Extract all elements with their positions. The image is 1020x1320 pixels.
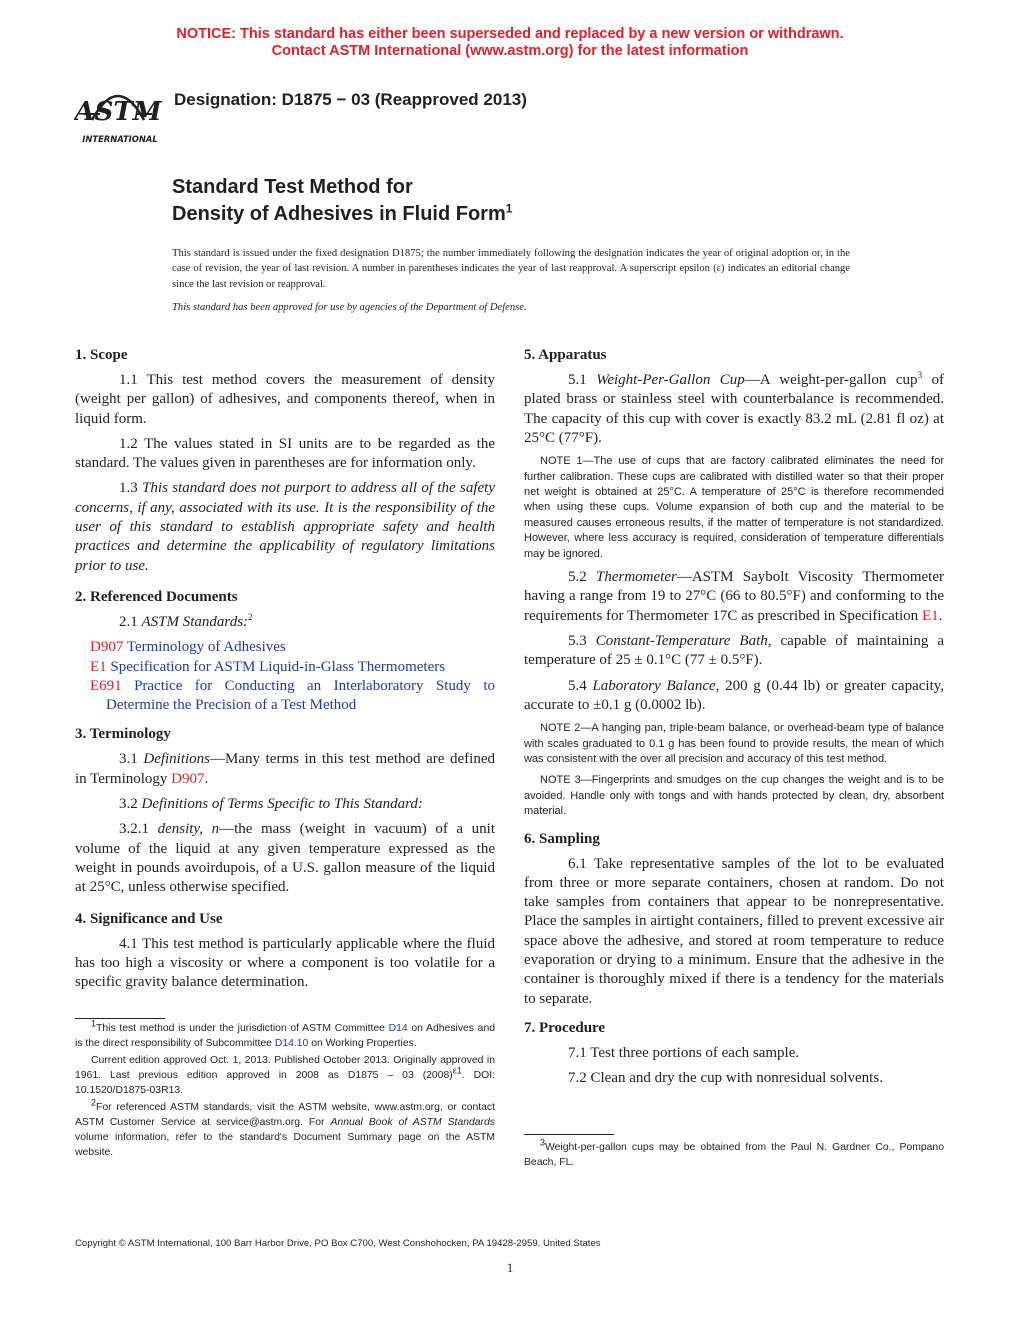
right-column [524,346,944,1095]
link-d907[interactable]: D907 [171,770,205,787]
document-title [172,174,512,228]
paragraph-1-3: 1.3 This standard does not purport to address all of the safety concerns, if any, associated with its use. It is the responsibility of the user of this standard to establish appropriate safety and health practices and determine the applicability of regulatory limitations prior to use. [75,480,496,574]
paragraph-5-1: 5.1 Weight-Per-Gallon Cup—A weight-per-gallon cup$^3$ of plated brass or stainless steel with counterbalance is recommended. The capacity of this cup with cover is exactly 83.2 mL (2.81 fl oz) at 25°C (77°F). [524,370,945,446]
paragraph-1-2: 1.2 The values stated in SI units are to be regarded as the standard. The values given in parentheses are for information only. [75,435,495,472]
footnote-rule-left [75,1018,165,1019]
paragraph-7-2: 7.2 Clean and dry the cup with nonresidual solvents. [568,1070,883,1087]
note-3: NOTE 3—Fingerprints and smudges on the cup changes the weight and is to be avoided. Handle only with tongs and with hands protected by clean, dry, absorbent material. [524,774,944,818]
title-line-1: Standard Test Method for [172,176,413,198]
link-e1[interactable]: E1 [921,607,939,624]
paragraph-3-1: 3.1 Definitions—Many terms in this test method are defined in Terminology D907. [75,751,495,787]
paragraph-1-1: 1.1 This test method covers the measurement of density (weight per gallon) of adhesives, and components thereof, when in liquid form. [75,372,495,427]
svg-text:INTERNATIONAL: INTERNATIONAL [82,134,158,144]
paragraph-7-1: 7.1 Test three portions of each sample. [568,1044,800,1061]
reference-e1[interactable]: E1 Specification for ASTM Liquid-in-Glass Thermometers [90,658,446,675]
dod-note: This standard has been approved for use by agencies of the Department of Defense. [172,302,527,313]
link-d14[interactable]: D14 [388,1023,408,1034]
page-number: 1 [506,1260,514,1275]
preamble: This standard is issued under the fixed designation D1875; the number immediately following the designation indicates the year of original adoption or, in the case of revision, the year of last revision. A number in parentheses indicates the year of last reapproval. A superscript epsilon (ε) indicates an editorial change since the last revision or reapproval. [172,248,850,290]
section-heading-procedure: 7. Procedure [524,1019,606,1036]
astm-logo [74,76,162,146]
section-heading-sampling: 6. Sampling [524,830,600,847]
section-heading-apparatus: 5. Apparatus [524,347,607,363]
footnotes-left [75,1018,496,1162]
title-footnote-mark: 1 [505,201,513,216]
left-column [75,346,495,998]
notice-line-2: Contact ASTM International (www.astm.org) for the latest information [271,43,749,59]
notice-line-1: NOTICE: This standard has either been superseded and replaced by a new version or withdrawn. [176,26,844,42]
paragraph-3-2-1: 3.2.1 density, n—the mass (weight in vacuum) of a unit volume of the liquid at any given temperature expressed as the weight in pounds avoirdupois, of a U.S. gallon measure of the liquid at 25°C, unless otherwise specified. [75,821,495,896]
title-line-2: Density of Adhesives in Fluid Form$^1$ [172,201,513,225]
section-heading-referenced-documents: 2. Referenced Documents [75,588,238,605]
footnotes-right [524,1137,944,1172]
paragraph-5-2: 5.2 Thermometer—ASTM Saybolt Viscosity Thermometer having a range from 19 to 27°C (66 to 80.5°F) and conforming to the requirements for Thermometer 17C as prescribed in Specification E1. [524,569,944,624]
paragraph-3-2: 3.2 Definitions of Terms Specific to This Standard: [119,796,423,813]
footnote-rule-right [524,1134,614,1135]
paragraph-5-4: 5.4 Laboratory Balance, 200 g (0.44 lb) or greater capacity, accurate to ±0.1 g (0.0002 lb). [524,677,945,713]
paragraph-4-1: 4.1 This test method is particularly applicable where the fluid has too high a viscosity or where a component is too volatile for a specific gravity balance determination. [75,935,495,991]
copyright: Copyright © ASTM International, 100 Barr Harbor Drive, PO Box C700, West Conshohocken, PA 19428-2959. United States [75,1238,601,1249]
paragraph-5-3: 5.3 Constant-Temperature Bath, capable of maintaining a temperature of 25 ± 0.1°C (77 ± 0.5°F). [524,632,945,669]
section-heading-terminology: 3. Terminology [75,726,171,743]
footnote-1: $^1$This test method is under the jurisdiction of ASTM Committee D14 on Adhesives and is the direct responsibility of Subcommittee D14.10 on Working Properties. [75,1018,496,1049]
footnote-3: $^3$Weight-per-gallon cups may be obtained from the Paul N. Gardner Co., Pompano Beach, FL. [524,1137,944,1168]
link-d14-10[interactable]: D14.10 [274,1038,309,1049]
withdrawal-notice [0,26,1020,60]
footnote-1-edition: Current edition approved Oct. 1, 2013. Published October 2013. Originally approved in 1961. Last previous edition approved in 2008 as D1875 – 03 $(2008)^{\varepsilon 1}$. DOI: 10.1520/D1875-03R13. [75,1055,495,1096]
paragraph-6-1: 6.1 Take representative samples of the lot to be evaluated from three or more separate containers, chosen at random. Do not take samples from containers that appear to be nonrepresentative. Place the samples in airtight containers, filled to prevent excessive air space above the adhesive, and stored at room temperature to reduce evaporation or drying to a minimum. Ensure that the adhesive in the container is thoroughly mixed if there is a tendency for the materials to separate. [524,855,944,1007]
note-2: NOTE 2—A hanging pan, triple-beam balance, or overhead-beam type of balance with scales graduated to 0.1 g has been found to provide results, the mean of which was consistent with the over all precision and accuracy of this test method. [524,722,944,765]
note-1: NOTE 1—The use of cups that are factory calibrated eliminates the need for further calibration. These cups are calibrated with distilled water so that their proper net weight is obtained at 25°C. A temperature of 25°C is therefore recommended when using these cups. Volume expansion of both cup and the material to be measured causes erroneous results, if the matter of temperature is not standardized. However, where less accuracy is required, consideration of temperature differentials may be ignored. [524,455,944,560]
section-heading-significance: 4. Significance and Use [75,910,223,927]
svg-text:ASTM: ASTM [74,97,162,127]
designation: Designation: D1875 − 03 (Reapproved 2013) [174,90,527,109]
paragraph-2-1: 2.1 ASTM Standards:$^2$ [119,611,253,630]
reference-d907[interactable]: D907 Terminology of Adhesives [90,639,286,656]
section-heading-scope: 1. Scope [75,347,128,363]
reference-e691[interactable]: E691 Practice for Conducting an Interlaboratory Study to Determine the Precision of a Test Method [90,677,495,714]
footnote-2: $^2$For referenced ASTM standards, visit the ASTM website, www.astm.org, or contact ASTM Customer Service at service@astm.org. For Annual Book of ASTM Standards volume information, refer to the standard's Document Summary page on the ASTM website. [75,1097,495,1158]
